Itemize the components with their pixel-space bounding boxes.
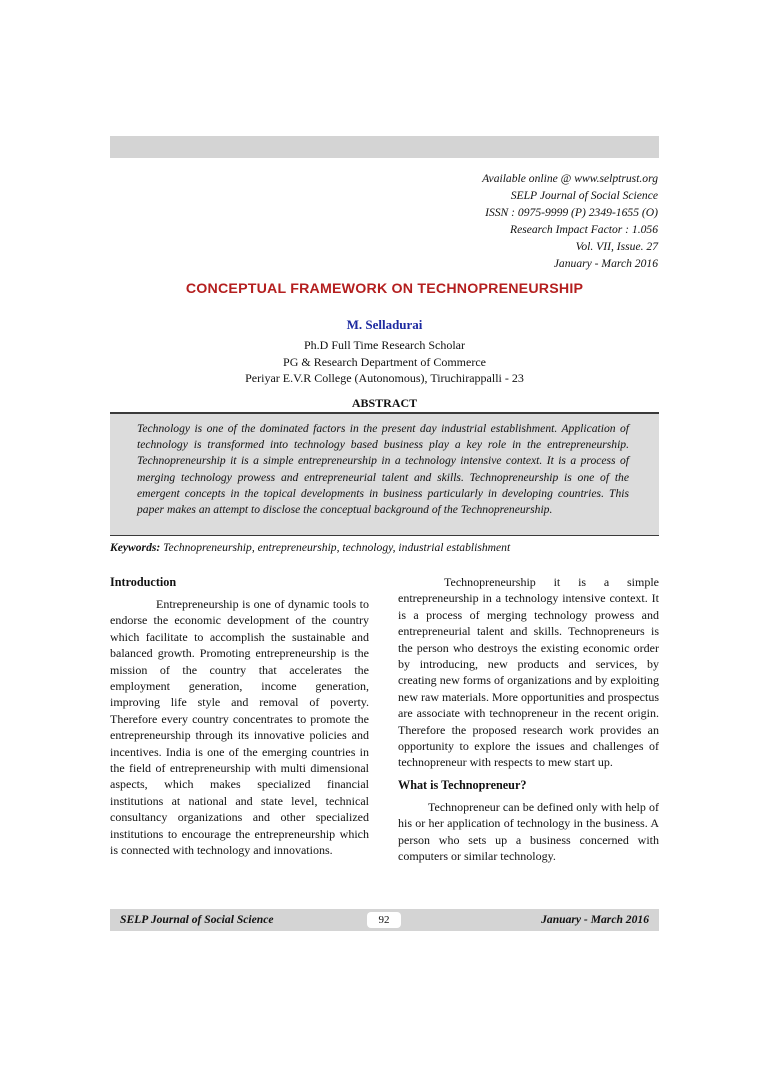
affiliation-line: Ph.D Full Time Research Scholar [304, 338, 465, 352]
keywords-label: Keywords: [110, 541, 161, 554]
impact-factor: Research Impact Factor : 1.056 [510, 223, 658, 236]
keywords [110, 541, 670, 554]
left-column [110, 574, 369, 859]
journal-name: SELP Journal of Social Science [510, 189, 658, 202]
technopreneurship-paragraph: Technopreneurship it is a simple entrepreneurship in a technology intensive context. It is a process of merging technology prowess and entrepreneurial talent and skills. Technopreneurs is the person who destroys the existing economic order by introducing, new products and services, by creating new forms of organizations and by exploiting new raw materials. More opportunities and prospectus are associate with technopreneur in the recent origin. Therefore the proposed research work provides an opportunity to explore the issues and challenges of technopreneur with respects to mew start up. [398, 575, 659, 770]
footer-period: January - March 2016 [541, 913, 649, 926]
publication-period: January - March 2016 [553, 257, 658, 270]
article-title: CONCEPTUAL FRAMEWORK ON TECHNOPRENEURSHIP [185, 281, 584, 297]
issn: ISSN : 0975-9999 (P) 2349-1655 (O) [485, 206, 658, 219]
journal-info [482, 170, 658, 272]
right-column [398, 574, 659, 865]
availability-line: Available online @ www.selptrust.org [482, 172, 658, 185]
what-is-technopreneur-heading: What is Technopreneur? [398, 777, 527, 792]
abstract-text: Technology is one of the dominated factors in the present day industrial establishment. Application of technology is transformed into technology based business play a key role in the entrepreneurship. Technopreneurship it is a simple entrepreneurship in a technology intensive context. It is a process of merging technology prowess and entrepreneurial talent and skills. Technopreneurship is one of the emergent concepts in the topical developments in business particularly in developing countries. This paper makes an attempt to disclose the conceptual background of the Technopreneurship. [137, 422, 629, 517]
affiliation-line: PG & Research Department of Commerce [283, 354, 486, 369]
affiliation-line: Periyar E.V.R College (Autonomous), Tiruchirappalli - 23 [245, 371, 524, 385]
introduction-paragraph: Entrepreneurship is one of dynamic tools to endorse the economic development of the country which facilitate to accomplish the sustainable and balanced growth. Promoting entrepreneurship is the mission of the country that accelerates the employment generation, income generation, improving life style and removal of poverty. Therefore every country concentrates to promote the entrepreneurship through its innovative policies and incentives. India is one of the emerging countries in the field of entrepreneurship with multi dimensional aspects, which makes specialized financial institutions at national and state level, technical consultancy organizations and other specialized institutions to encourage the entrepreneurship which is connected with technology and innovations. [110, 597, 369, 858]
header-bar [110, 136, 659, 158]
introduction-heading: Introduction [110, 575, 177, 589]
footer-bar [110, 909, 659, 931]
volume-issue: Vol. VII, Issue. 27 [575, 240, 658, 253]
page-number: 92 [367, 912, 401, 928]
author-affiliation [110, 337, 659, 387]
technopreneur-definition-paragraph: Technopreneur can be defined only with help of his or her application of technology in the business. A person who sets up a business concerned with computers or similar technology. [398, 799, 659, 864]
abstract-heading: ABSTRACT [351, 396, 418, 410]
author-name: M. Selladurai [346, 317, 423, 332]
footer-journal-name: SELP Journal of Social Science [120, 913, 274, 926]
keywords-text: Technopreneurship, entrepreneurship, technology, industrial establishment [160, 541, 511, 554]
abstract-box [110, 412, 659, 536]
